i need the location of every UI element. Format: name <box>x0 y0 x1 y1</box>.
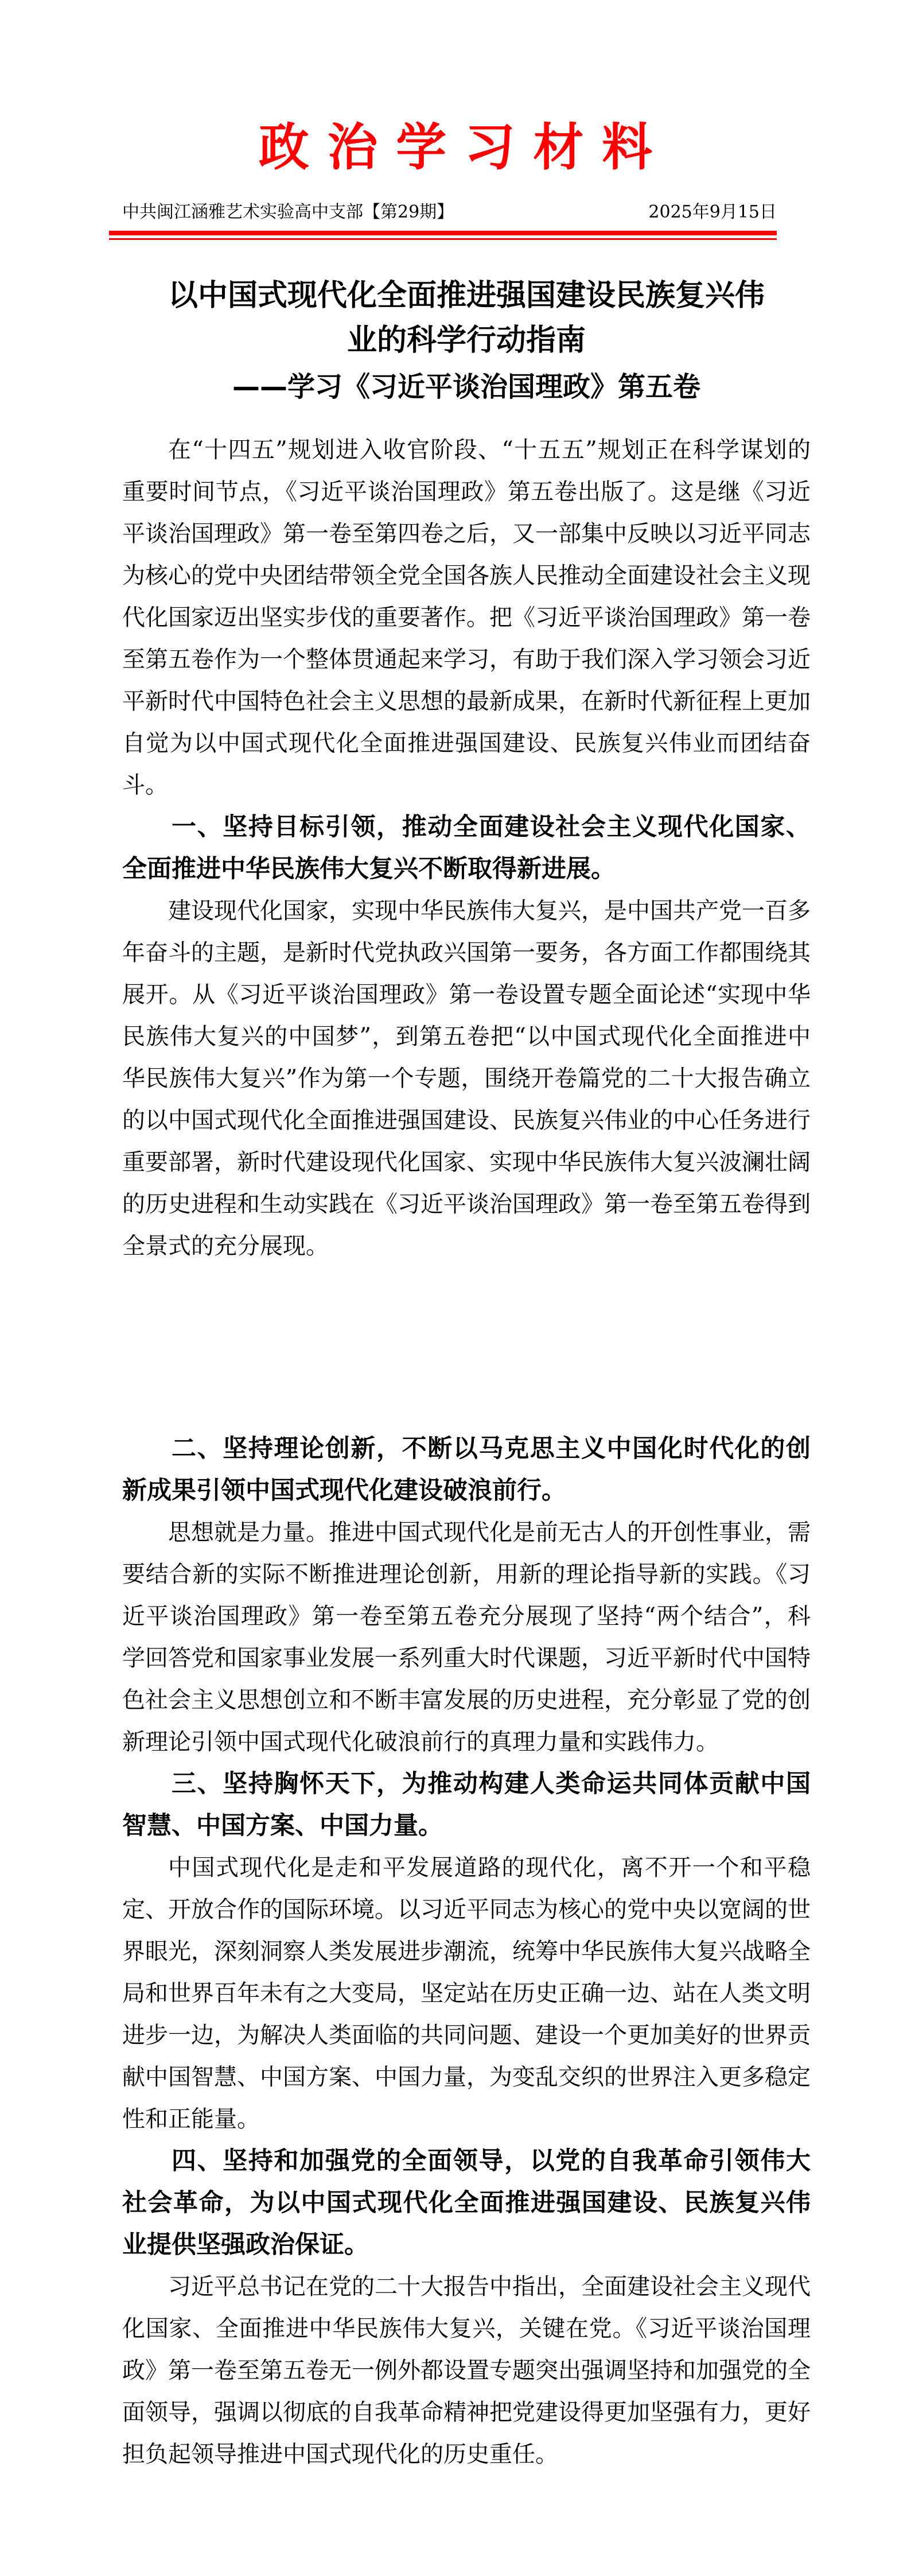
section-3 <box>122 1763 811 2140</box>
masthead-row <box>122 202 777 223</box>
section-1-heading: 一、坚持目标引领，推动全面建设社会主义现代化国家、全面推进中华民族伟大复兴不断取得新进展。 <box>122 813 811 884</box>
masthead-divider <box>109 231 777 240</box>
divider-thin-rule <box>109 238 777 240</box>
article-heading-line2: 业的科学行动指南 <box>347 323 586 358</box>
section-3-paragraph: 中国式现代化是走和平发展道路的现代化，离不开一个和平稳定、开放合作的国际环境。以习近平同志为核心的党中央以宽阔的世界眼光，深刻洞察人类发展进步潮流，统筹中华民族伟大复兴战略全局和世界百年未有之大变局，坚定站在历史正确一边、站在人类文明进步一边，为解决人类面临的共同问题、建设一个更加美好的世界贡献中国智慧、中国方案、中国力量，为变乱交织的世界注入更多稳定性和正能量。 <box>122 1855 811 2133</box>
section-1-paragraph: 建设现代化国家，实现中华民族伟大复兴，是中国共产党一百多年奋斗的主题，是新时代党执政兴国第一要务，各方面工作都围绕其展开。从《习近平谈治国理政》第一卷设置专题全面论述“实现中华民族伟大复兴的中国梦”，到第五卷把“以中国式现代化全面推进中华民族伟大复兴”作为第一个专题，围绕开卷篇党的二十大报告确立的以中国式现代化全面推进强国建设、民族复兴伟业的中心任务进行重要部署，新时代建设现代化国家、实现中华民族伟大复兴波澜壮阔的历史进程和生动实践在《习近平谈治国理政》第一卷至第五卷得到全景式的充分展现。 <box>122 898 811 1260</box>
article-heading-line1: 以中国式现代化全面推进强国建设民族复兴伟 <box>168 278 765 313</box>
section-3-heading: 三、坚持胸怀天下，为推动构建人类命运共同体贡献中国智慧、中国方案、中国力量。 <box>122 1770 811 1841</box>
article-heading <box>122 273 811 363</box>
section-4-paragraph: 习近平总书记在党的二十大报告中指出，全面建设社会主义现代化国家、全面推进中华民族伟大复兴，关键在党。《习近平谈治国理政》第一卷至第五卷无一例外都设置专题突出强调坚持和加强党的全面领导，强调以彻底的自我革命精神把党建设得更加坚强有力，更好担负起领导推进中国式现代化的历史重任。 <box>122 2274 811 2468</box>
section-1 <box>122 806 811 1267</box>
section-4 <box>122 2140 811 2476</box>
article-body <box>122 273 811 2476</box>
intro-paragraph: 在“十四五”规划进入收官阶段、“十五五”规划正在科学谋划的重要时间节点，《习近平谈治国理政》第五卷出版了。这是继《习近平谈治国理政》第一卷至第四卷之后，又一部集中反映以习近平同志为核心的党中央团结带领全党全国各族人民推动全面建设社会主义现代化国家迈出坚实步伐的重要著作。把《习近平谈治国理政》第一卷至第五卷作为一个整体贯通起来学习，有助于我们深入学习领会习近平新时代中国特色社会主义思想的最新成果，在新时代新征程上更加自觉为以中国式现代化全面推进强国建设、民族复兴伟业而团结奋斗。 <box>122 437 811 799</box>
section-2-heading: 二、坚持理论创新，不断以马克思主义中国化时代化的创新成果引领中国式现代化建设破浪前行。 <box>122 1434 811 1506</box>
issue-date: 2025年9月15日 <box>648 202 777 223</box>
article-subtitle: ——学习《习近平谈治国理政》第五卷 <box>232 371 700 404</box>
masthead-title: 政治学习材料 <box>258 117 671 177</box>
divider-thick-rule <box>109 231 777 235</box>
section-2-paragraph: 思想就是力量。推进中国式现代化是前无古人的开创性事业，需要结合新的实际不断推进理论创新，用新的理论指导新的实践。《习近平谈治国理政》第一卷至第五卷充分展现了坚持“两个结合”，科学回答党和国家事业发展一系列重大时代课题，习近平新时代中国特色社会主义思想创立和不断丰富发展的历史进程，充分彰显了党的创新理论引领中国式现代化破浪前行的真理力量和实践伟力。 <box>122 1519 811 1756</box>
issuer-text: 中共闽江涵雅艺术实验高中支部【第29期】 <box>122 202 454 223</box>
section-4-heading: 四、坚持和加强党的全面领导，以党的自我革命引领伟大社会革命，为以中国式现代化全面推进强国建设、民族复兴伟业提供坚强政治保证。 <box>122 2147 811 2260</box>
section-2 <box>122 1428 811 1763</box>
